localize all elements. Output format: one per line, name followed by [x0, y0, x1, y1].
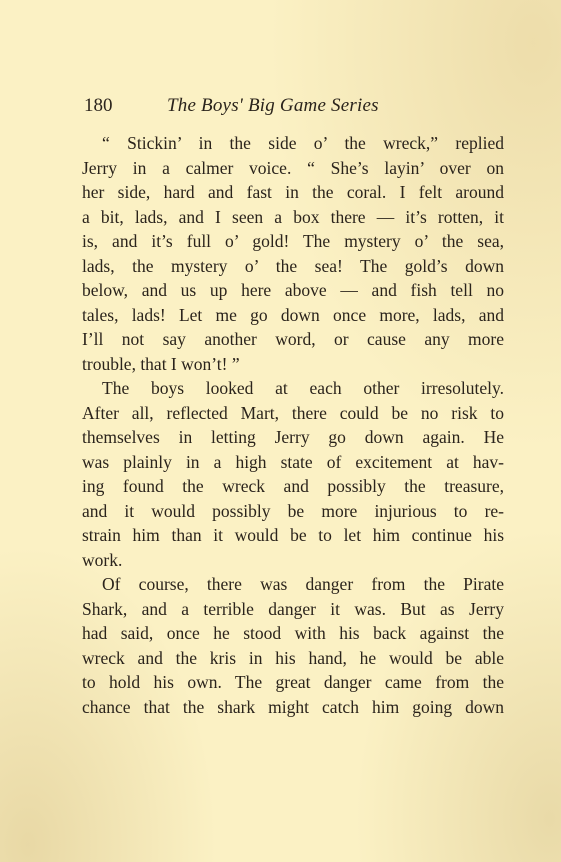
text-line: Of course, there was danger from the Pirate	[102, 574, 504, 594]
text-line: strain him than it would be to let him continue his	[82, 525, 504, 545]
text-line: to hold his own. The great danger came from the	[82, 672, 504, 692]
body-text	[82, 131, 504, 719]
text-line: ing found the wreck and possibly the treasure,	[82, 476, 504, 496]
paragraph-2	[82, 376, 504, 572]
text-line: After all, reflected Mart, there could be no risk to	[82, 402, 504, 423]
text-line: The boys looked at each other irresolutely.	[102, 378, 504, 398]
text-line: wreck and the kris in his hand, he would be able	[82, 647, 504, 668]
text-line: was plainly in a high state of excitement at hav-	[82, 451, 504, 472]
text-line: themselves in letting Jerry go down again. He	[82, 427, 504, 447]
text-line: Jerry in a calmer voice. “ She’s layin’ over on	[82, 157, 504, 178]
running-title: The Boys' Big Game Series	[167, 95, 379, 116]
text-line: and it would possibly be more injurious to re-	[82, 500, 504, 521]
text-line: I’ll not say another word, or cause any more	[82, 329, 504, 349]
text-line: her side, hard and fast in the coral. I felt around	[82, 182, 504, 202]
text-line: tales, lads! Let me go down once more, lads, and	[82, 304, 504, 325]
page-number: 180	[84, 95, 113, 116]
text-line: work.	[82, 549, 123, 570]
text-line: below, and us up here above — and fish tell no	[82, 280, 504, 300]
text-line: a bit, lads, and I seen a box there — it’s rotten, it	[82, 206, 504, 227]
text-line: had said, once he stood with his back against the	[82, 623, 504, 643]
text-line: lads, the mystery o’ the sea! The gold’s down	[82, 255, 504, 276]
text-line: Shark, and a terrible danger it was. But as Jerry	[82, 598, 504, 619]
text-line: is, and it’s full o’ gold! The mystery o’ the sea,	[82, 231, 504, 251]
paragraph-1	[82, 131, 504, 376]
text-line: trouble, that I won’t! ”	[82, 353, 240, 374]
page-header	[84, 95, 504, 119]
paragraph-3	[82, 572, 504, 719]
text-line: “ Stickin’ in the side o’ the wreck,” replied	[102, 133, 504, 153]
text-line: chance that the shark might catch him going down	[82, 696, 504, 717]
